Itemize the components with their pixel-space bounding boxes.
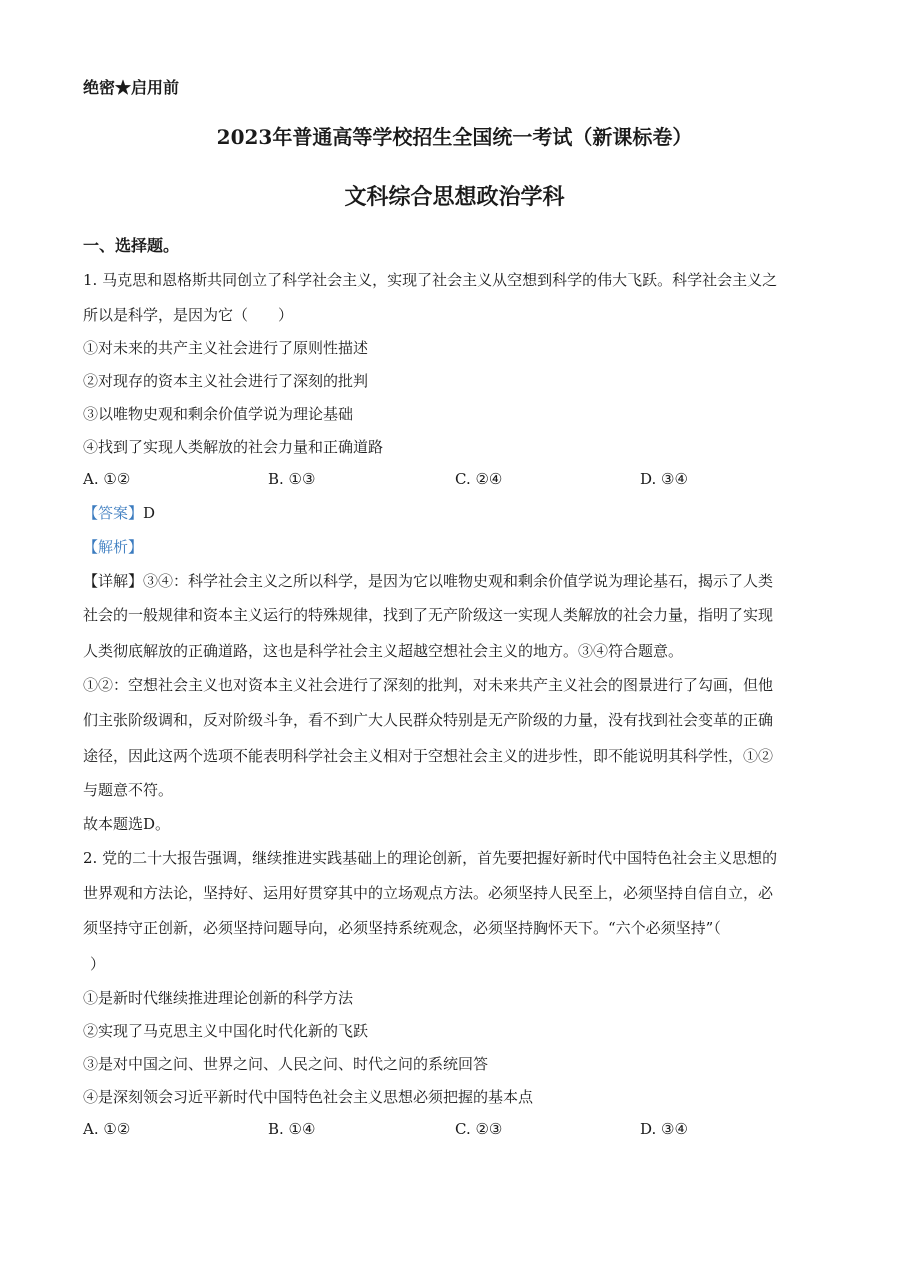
section-title: 一、选择题。	[83, 236, 180, 255]
q2-stem-line-2: 世界观和方法论，坚持好、运用好贯穿其中的立场观点方法。必须坚持人民至上，必须坚持自信自立，必	[83, 884, 774, 902]
q1-detail-line-4: ①②：空想社会主义也对资本主义社会进行了深刻的批判，对未来共产主义社会的图景进行了勾画，但他	[83, 676, 774, 694]
q1-detail-line-6: 途径，因此这两个选项不能表明科学社会主义相对于空想社会主义的进步性，即不能说明其科学性，①②	[83, 747, 774, 765]
q1-item-4: ④找到了实现人类解放的社会力量和正确道路	[83, 438, 384, 456]
q2-item-3: ③是对中国之问、世界之问、人民之问、时代之问的系统回答	[83, 1055, 489, 1073]
q2-option-a: A. ①②	[83, 1120, 131, 1138]
q1-item-3: ③以唯物史观和剩余价值学说为理论基础	[83, 405, 354, 423]
q1-conclusion: 故本题选D。	[83, 815, 171, 833]
answer-value: D	[143, 504, 156, 522]
q2-item-4: ④是深刻领会习近平新时代中国特色社会主义思想必须把握的基本点	[83, 1088, 534, 1106]
q2-option-c: C. ②③	[455, 1120, 503, 1138]
q1-item-2: ②对现存的资本主义社会进行了深刻的批判	[83, 372, 369, 390]
q1-stem-line-2: 所以是科学，是因为它（ ）	[83, 306, 294, 324]
q1-item-1: ①对未来的共产主义社会进行了原则性描述	[83, 339, 369, 357]
q1-option-b: B. ①③	[268, 470, 316, 488]
exam-subtitle: 文科综合思想政治学科	[344, 184, 565, 210]
q1-option-c: C. ②④	[455, 470, 503, 488]
q1-answer	[83, 503, 155, 523]
confidential-label: 绝密★启用前	[83, 78, 180, 97]
q1-option-a: A. ①②	[83, 470, 131, 488]
q2-option-d: D. ③④	[640, 1120, 688, 1138]
q1-detail-line-2: 社会的一般规律和资本主义运行的特殊规律，找到了无产阶级这一实现人类解放的社会力量，指明了实现	[83, 606, 774, 624]
answer-label: 【答案】	[83, 504, 144, 522]
q2-item-2: ②实现了马克思主义中国化时代化新的飞跃	[83, 1022, 369, 1040]
q1-option-d: D. ③④	[640, 470, 688, 488]
q1-detail-line-7: 与题意不符。	[83, 781, 174, 799]
q1-detail-line-1: 【详解】③④：科学社会主义之所以科学，是因为它以唯物史观和剩余价值学说为理论基石，揭示了人类	[83, 572, 774, 590]
q1-detail-line-3: 人类彻底解放的正确道路，这也是科学社会主义超越空想社会主义的地方。③④符合题意。	[83, 642, 684, 660]
q2-option-b: B. ①④	[268, 1120, 316, 1138]
q2-item-1: ①是新时代继续推进理论创新的科学方法	[83, 989, 354, 1007]
q1-stem-line-1: 1. 马克思和恩格斯共同创立了科学社会主义，实现了社会主义从空想到科学的伟大飞跃。科学社会主义之	[83, 271, 778, 289]
exam-title: 2023年普通高等学校招生全国统一考试（新课标卷）	[216, 125, 693, 149]
analysis-label: 【解析】	[83, 538, 144, 556]
q1-detail-line-5: 们主张阶级调和，反对阶级斗争，看不到广大人民群众特别是无产阶级的力量，没有找到社会变革的正确	[83, 711, 774, 729]
q2-stem-line-4: ）	[90, 955, 106, 973]
q2-stem-line-3: 须坚持守正创新，必须坚持问题导向，必须坚持系统观念，必须坚持胸怀天下。“六个必须坚持”（	[83, 919, 721, 937]
q2-stem-line-1: 2. 党的二十大报告强调，继续推进实践基础上的理论创新，首先要把握好新时代中国特色社会主义思想的	[83, 849, 778, 867]
